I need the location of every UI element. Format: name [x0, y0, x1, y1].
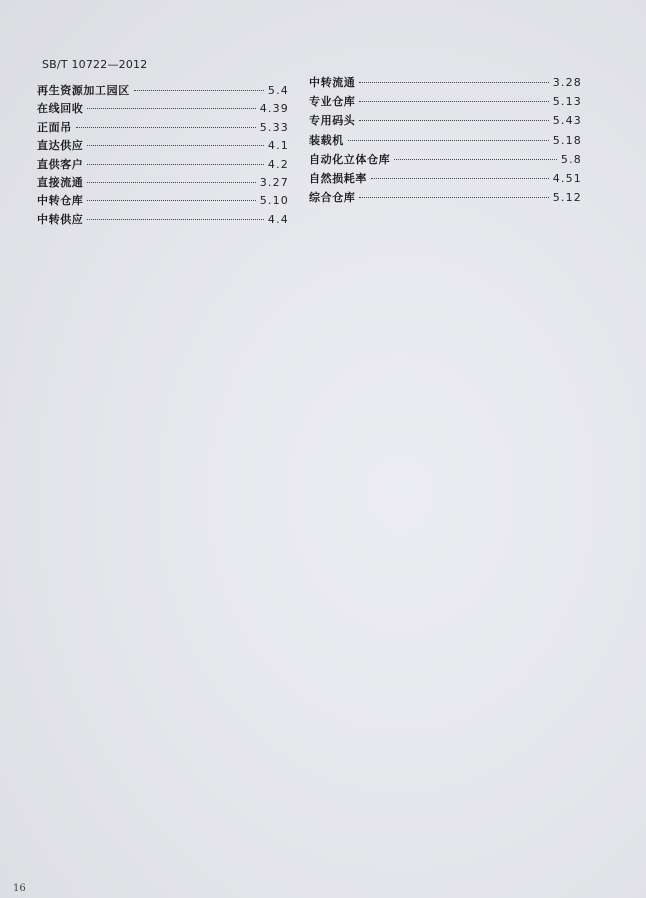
dot-leader: [359, 82, 548, 83]
index-ref: 4.51: [552, 171, 582, 185]
index-term: 再生资源加工园区: [37, 84, 130, 97]
index-ref: 3.28: [552, 76, 582, 89]
dot-leader: [371, 178, 549, 179]
index-term: 装载机: [309, 133, 344, 147]
index-entry: [37, 100, 289, 118]
index-entry: [37, 119, 289, 137]
dot-leader: [359, 120, 548, 121]
index-ref: 5.18: [552, 133, 582, 147]
index-entry: [309, 150, 582, 169]
index-entry: [309, 73, 582, 92]
index-entry: [309, 169, 582, 188]
index-column-right: [309, 73, 582, 207]
index-term: 专用码头: [309, 114, 356, 128]
index-term: 直达供应: [37, 139, 84, 153]
index-ref: 5.4: [267, 84, 289, 97]
index-ref: 4.1: [267, 139, 289, 153]
dot-leader: [394, 159, 557, 160]
index-term: 直接流通: [37, 175, 84, 189]
index-entry: [37, 211, 289, 229]
index-entry: [309, 111, 582, 130]
dot-leader: [134, 90, 264, 91]
dot-leader: [359, 101, 548, 102]
index-entry: [37, 174, 289, 192]
dot-leader: [87, 182, 255, 183]
index-term: 自然损耗率: [309, 171, 367, 185]
index-entry: [309, 131, 582, 150]
dot-leader: [87, 200, 255, 201]
dot-leader: [87, 164, 264, 165]
index-column-left: [37, 82, 289, 229]
index-term: 中转流通: [309, 76, 356, 89]
page-number: 16: [13, 883, 26, 894]
index-term: 直供客户: [37, 157, 84, 171]
dot-leader: [76, 127, 256, 128]
dot-leader: [359, 197, 548, 198]
index-term: 在线回收: [37, 102, 84, 116]
dot-leader: [87, 108, 255, 109]
index-entry: [309, 188, 582, 207]
index-ref: 4.2: [267, 157, 289, 171]
index-ref: 3.27: [259, 175, 289, 189]
index-ref: 4.4: [267, 212, 289, 226]
index-entry: [37, 137, 289, 155]
index-term: 正面吊: [37, 120, 72, 134]
index-term: 专业仓库: [309, 95, 356, 109]
standard-number: SB/T 10722—2012: [42, 58, 148, 71]
dot-leader: [87, 219, 264, 220]
index-term: 自动化立体仓库: [309, 152, 391, 166]
index-ref: 5.13: [552, 95, 582, 109]
index-ref: 5.12: [552, 191, 582, 205]
index-entry: [309, 92, 582, 111]
index-term: 中转仓库: [37, 194, 84, 208]
index-term: 中转供应: [37, 212, 84, 226]
index-ref: 5.8: [560, 152, 582, 166]
index-ref: 5.10: [259, 194, 289, 208]
index-ref: 5.33: [259, 120, 289, 134]
index-entry: [37, 192, 289, 210]
index-ref: 5.43: [552, 114, 582, 128]
dot-leader: [87, 145, 264, 146]
index-ref: 4.39: [259, 102, 289, 116]
index-term: 综合仓库: [309, 191, 356, 205]
index-entry: [37, 156, 289, 174]
dot-leader: [348, 140, 549, 141]
index-entry: [37, 82, 289, 100]
